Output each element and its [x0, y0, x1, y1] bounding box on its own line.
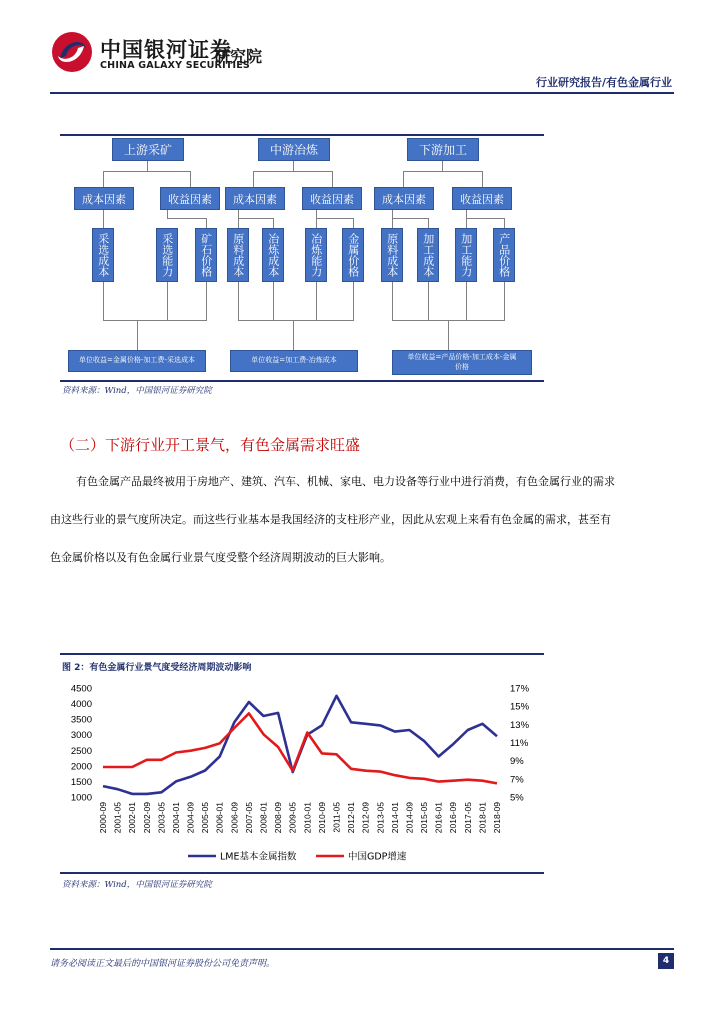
downstream-revenue-factor-box: 收益因素 [452, 187, 512, 210]
x-tick-label: 2010-01 [302, 802, 313, 834]
y-right-tick-label: 9% [510, 756, 524, 768]
x-tick-label: 2005-05 [200, 802, 211, 834]
upstream-mining-box: 上游采矿 [112, 138, 184, 161]
downstream-cost-item: 加工成本 [417, 228, 439, 282]
x-tick-label: 2007-05 [243, 802, 254, 834]
y-left-tick-label: 1000 [70, 792, 92, 804]
x-tick-label: 2011-05 [331, 802, 342, 833]
x-tick-label: 2016-01 [433, 802, 444, 834]
y-left-tick-label: 3000 [70, 730, 92, 742]
downstream-formula-line: 价格 [455, 362, 469, 371]
galaxy-logo-icon [50, 30, 94, 74]
paragraph-line: 由这些行业的景气度所决定。而这些行业基本是我国经济的支柱形产业，因此从宏观上来看有色金属的需求，甚至有 [50, 513, 611, 526]
paragraph-line: 色金属价格以及有色金属行业景气度受整个经济周期波动的巨大影响。 [50, 551, 391, 564]
lme-vs-gdp-line-chart [60, 676, 544, 870]
x-tick-label: 2008-01 [258, 802, 269, 834]
midstream-smelting-box: 中游冶炼 [258, 138, 330, 161]
diagram-top-rule [60, 134, 544, 136]
page-number: 4 [658, 953, 674, 969]
section-paragraph [50, 463, 674, 577]
midstream-cost-item: 冶炼成本 [262, 228, 284, 282]
diagram-source-note: 资料来源：Wind，中国银河证券研究院 [62, 386, 212, 396]
section-title: （二）下游行业开工景气，有色金属需求旺盛 [60, 436, 361, 454]
x-tick-label: 2013-05 [375, 802, 386, 834]
x-tick-label: 2001-05 [112, 802, 123, 834]
chart-top-rule [60, 653, 544, 655]
y-right-tick-label: 13% [510, 719, 530, 731]
header-divider [50, 92, 674, 94]
upstream-revenue-factor-box: 收益因素 [160, 187, 220, 210]
chart-title: 图 2：有色金属行业景气度受经济周期波动影响 [62, 663, 252, 673]
x-tick-label: 2012-09 [360, 802, 371, 834]
footer-disclaimer: 请务必阅读正文最后的中国银河证券股份公司免责声明。 [50, 959, 276, 969]
midstream-revenue-factor-box: 收益因素 [302, 187, 362, 210]
legend-label: LME基本金属指数 [220, 851, 297, 863]
downstream-revenue-item: 产品价格 [493, 228, 515, 282]
logo-institute: 研究院 [214, 47, 263, 66]
x-tick-label: 2012-01 [346, 802, 357, 834]
x-tick-label: 2015-05 [419, 802, 430, 834]
chart-source-note: 资料来源：Wind，中国银河证券研究院 [62, 880, 212, 890]
diagram-bottom-rule [60, 380, 544, 382]
chart-bottom-rule [60, 872, 544, 874]
y-right-tick-label: 7% [510, 774, 524, 786]
y-left-tick-label: 2500 [70, 745, 92, 757]
x-tick-label: 2016-09 [448, 802, 459, 834]
midstream-cost-item: 原料成本 [227, 228, 249, 282]
report-type: 行业研究报告/有色金属行业 [535, 76, 672, 89]
x-tick-label: 2008-09 [273, 802, 284, 834]
upstream-revenue-item: 采选能力 [156, 228, 178, 282]
x-tick-label: 2004-09 [185, 802, 196, 834]
downstream-cost-item: 原料成本 [381, 228, 403, 282]
y-left-tick-label: 4000 [70, 699, 92, 711]
logo-english-name: CHINA GALAXY SECURITIES [100, 60, 250, 71]
x-tick-label: 2000-09 [98, 802, 108, 834]
x-tick-label: 2009-05 [287, 802, 298, 834]
series-line-lme-index [103, 696, 497, 794]
footer-divider [50, 948, 674, 950]
upstream-formula-box: 单位收益=金属价格-加工费-采选成本 [68, 350, 206, 372]
y-left-tick-label: 2000 [70, 761, 92, 773]
y-right-tick-label: 11% [510, 738, 529, 749]
x-tick-label: 2018-09 [492, 802, 502, 834]
legend-label: 中国GDP增速 [348, 851, 407, 863]
y-right-tick-label: 5% [510, 792, 524, 804]
downstream-revenue-item: 加工能力 [455, 228, 477, 282]
x-tick-label: 2002-01 [127, 802, 138, 834]
midstream-formula-box: 单位收益=加工费-冶炼成本 [230, 350, 358, 372]
x-tick-label: 2014-01 [389, 802, 400, 834]
y-right-tick-label: 17% [510, 683, 530, 695]
downstream-cost-factor-box: 成本因素 [374, 187, 434, 210]
x-tick-label: 2006-09 [229, 802, 240, 834]
midstream-cost-factor-box: 成本因素 [225, 187, 285, 210]
downstream-formula-box [392, 350, 532, 375]
y-right-tick-label: 15% [510, 701, 530, 713]
downstream-formula-line: 单位收益=产品价格-加工成本-金属 [407, 353, 517, 362]
x-tick-label: 2002-09 [141, 802, 152, 834]
x-tick-label: 2018-01 [477, 802, 488, 834]
y-left-tick-label: 3500 [70, 714, 92, 726]
x-tick-label: 2010-09 [316, 802, 327, 834]
y-left-tick-label: 1500 [70, 776, 92, 788]
x-tick-label: 2003-05 [156, 802, 167, 834]
upstream-cost-factor-box: 成本因素 [74, 187, 134, 210]
upstream-revenue-item: 矿石价格 [195, 228, 217, 282]
upstream-cost-item: 采选成本 [92, 228, 114, 282]
midstream-revenue-item: 冶炼能力 [305, 228, 327, 282]
x-tick-label: 2006-01 [214, 802, 225, 834]
x-tick-label: 2017-05 [462, 802, 473, 834]
logo-chinese-name: 中国银河证券 [100, 38, 232, 62]
midstream-revenue-item: 金属价格 [342, 228, 364, 282]
x-tick-label: 2004-01 [170, 802, 181, 834]
paragraph-line: 有色金属产品最终被用于房地产、建筑、汽车、机械、家电、电力设备等行业中进行消费，有色金属行业的需求 [76, 475, 615, 488]
downstream-processing-box: 下游加工 [407, 138, 479, 161]
x-tick-label: 2014-09 [404, 802, 415, 834]
series-line-china-gdp [103, 713, 497, 783]
y-left-tick-label: 4500 [70, 683, 92, 695]
